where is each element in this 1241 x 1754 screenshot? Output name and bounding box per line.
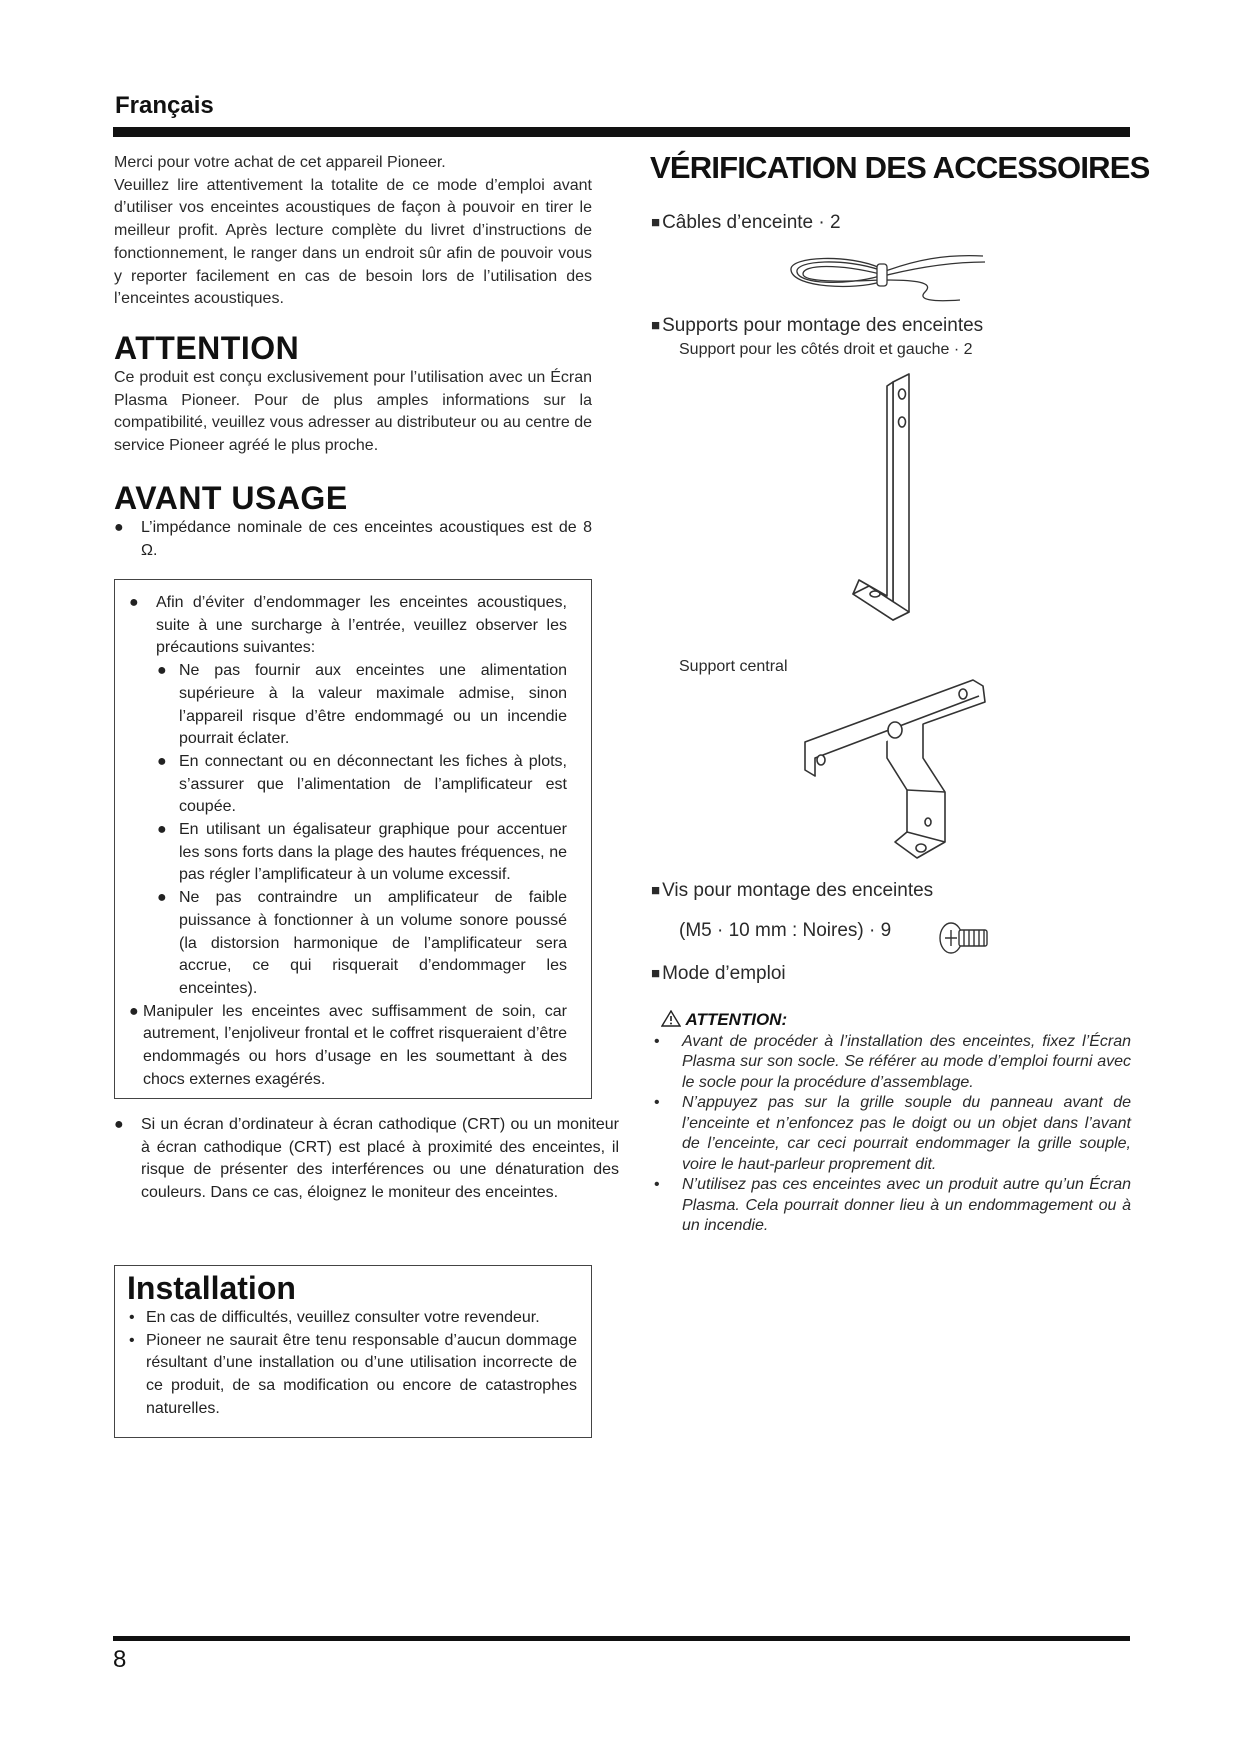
warning-item	[651, 1032, 1131, 1094]
top-rule	[113, 127, 1130, 137]
attention-section	[114, 330, 592, 458]
central-bracket-illustration	[795, 672, 995, 872]
accessory-screws-sub: (M5 · 10 mm : Noires) · 9	[679, 920, 892, 941]
crt-text: Si un écran d’ordinateur à écran cathodique (CRT) ou un moniteur à écran cathodique (CRT) est placé à proximité des enceintes, il risque de présenter des interférences ou une dénaturation des couleurs. Dans ce cas, éloignez le moniteur des enceintes.	[141, 1116, 619, 1202]
precaution-item-text: En utilisant un égalisateur graphique pour accentuer les sons forts dans la plage des hautes fréquences, ne pas régler l’amplificateur à un volume excessif.	[179, 821, 567, 884]
language-heading: Français	[115, 92, 214, 119]
accessory-label: Mode d’emploi	[662, 963, 786, 984]
installation-item	[127, 1307, 577, 1330]
warning-item-text: N’utilisez pas ces enceintes avec un produit autre qu’un Écran Plasma. Cela pourrait donner lieu à un endommagement ou à un incendie.	[682, 1176, 1131, 1234]
speaker-cable-illustration	[785, 250, 995, 310]
bullet-icon: •	[129, 1331, 135, 1349]
handling-note	[129, 1001, 567, 1092]
precaution-item	[157, 751, 567, 819]
accessory-supports-sub: Support pour les côtés droit et gauche · 2	[679, 341, 973, 358]
bullet-icon: ●	[114, 519, 124, 536]
warning-item-text: N’appuyez pas sur la grille souple du panneau avant de l’enceinte et n’enfoncez pas le doigt ou un objet dans l’avant de l’enceinte, car ceci pourrait endommager la grille souple, voire le haut-parleur proprement dit.	[682, 1094, 1131, 1173]
warning-title: ATTENTION:	[685, 1010, 788, 1029]
handling-text: Manipuler les enceintes avec suffisamment de soin, car autrement, l’enjoliveur frontal et le coffret risqueraient d’être endommagés ou hors d’usage en les soumettant à des chocs externes exagérés.	[143, 1002, 567, 1088]
precautions-box	[114, 579, 592, 1099]
impedance-text: L’impédance nominale de ces enceintes acoustiques est de 8 Ω.	[141, 519, 592, 559]
warning-title-row	[661, 1010, 1131, 1032]
bullet-icon: ●	[157, 889, 167, 907]
installation-item-text: Pioneer ne saurait être tenu responsable d’aucun dommage résultant d’une installation ou d’une utilisation incorrecte de ce produit, de sa modification ou encore de catastrophes naturelles.	[146, 1331, 577, 1417]
accessory-label: Vis pour montage des enceintes	[662, 880, 934, 901]
bullet-icon: ●	[157, 821, 167, 839]
warning-item-text: Avant de procéder à l’installation des enceintes, fixez l’Écran Plasma sur son socle. Se référer au mode d’emploi fourni avec le socle pour la procédure d’assemblage.	[682, 1032, 1131, 1091]
warning-item	[651, 1093, 1131, 1175]
bullet-icon: •	[129, 1309, 135, 1326]
precaution-sublist	[129, 660, 567, 1001]
square-bullet-icon: ■	[651, 965, 661, 982]
bullet-icon: ●	[114, 1116, 124, 1133]
intro-text: Veuillez lire attentivement la totalite de ce mode d’emploi avant d’utiliser vos enceintes acoustiques de façon à pouvoir en tirer le meilleur profit. Après lecture complète du livret d’instructions de fonctionnement, le ranger dans un endroit sûr afin de pouvoir vous y reporter facilement en cas de besoin lors de l’utilisation des l’enceintes acoustiques.	[114, 176, 592, 308]
installation-heading: Installation	[127, 1270, 296, 1306]
square-bullet-icon: ■	[651, 214, 661, 231]
bottom-rule	[113, 1636, 1130, 1641]
attention-text: Ce produit est conçu exclusivement pour l’utilisation avec un Écran Plasma Pioneer. Pour de plus amples informations sur la compatibilité, veuillez vous adresser au distributeur ou au centre de service Pioneer agréé le plus proche.	[114, 369, 592, 455]
square-bullet-icon: ■	[651, 317, 661, 334]
bullet-icon: ●	[157, 662, 167, 680]
intro-line: Merci pour votre achat de cet appareil Pioneer.	[114, 154, 446, 171]
installation-item-text: En cas de difficultés, veuillez consulter votre revendeur.	[146, 1309, 540, 1326]
accessory-cables	[651, 212, 841, 234]
bullet-icon: •	[654, 1176, 660, 1193]
avant-usage-heading: AVANT USAGE	[114, 480, 348, 516]
precaution-item	[157, 660, 567, 751]
crt-note	[114, 1114, 619, 1205]
warning-item	[651, 1175, 1131, 1237]
accessory-screws	[651, 880, 933, 902]
intro-paragraph	[114, 152, 592, 311]
bullet-icon: ●	[129, 594, 139, 611]
accessory-central-support: Support central	[679, 658, 788, 675]
precaution-item-text: Ne pas contraindre un amplificateur de faible puissance à fonctionner à un volume sonore poussé (la distorsion harmonique de l’amplificateur sera accrue, ce qui risquerait d’endommager les enceintes).	[179, 889, 567, 997]
installation-item	[127, 1330, 577, 1421]
screw-icon	[937, 918, 995, 958]
precaution-item	[157, 819, 567, 887]
bullet-icon: ●	[129, 1002, 139, 1020]
square-bullet-icon: ■	[651, 882, 661, 899]
accessory-label: Câbles d’enceinte · 2	[662, 212, 841, 233]
attention-heading: ATTENTION	[114, 330, 300, 366]
bullet-icon: ●	[157, 752, 167, 770]
precaution-item-text: En connectant ou en déconnectant les fiches à plots, s’assurer que l’alimentation de l’amplificateur est coupée.	[179, 752, 567, 816]
bullet-icon: •	[654, 1032, 660, 1050]
bullet-icon: •	[654, 1094, 660, 1111]
attention-warning	[651, 1010, 1131, 1237]
impedance-note	[114, 517, 592, 562]
precaution-item-text: Ne pas fournir aux enceintes une alimentation supérieure à la valeur maximale admise, sinon l’appareil risque d’être endommagé ou un incendie pourrait éclater.	[179, 662, 567, 748]
precaution-item	[157, 887, 567, 1001]
accessory-label: Supports pour montage des enceintes	[662, 315, 984, 336]
side-bracket-illustration	[845, 372, 935, 647]
accessories-heading: VÉRIFICATION DES ACCESSOIRES	[650, 150, 1150, 185]
installation-box	[114, 1265, 592, 1438]
avant-usage-section	[114, 480, 592, 562]
accessory-supports	[651, 315, 983, 337]
page-number: 8	[113, 1646, 127, 1673]
precaution-main	[129, 592, 567, 660]
accessory-manual	[651, 963, 786, 985]
precaution-main-text: Afin d’éviter d’endommager les enceintes acoustiques, suite à une surcharge à l’entrée, veuillez observer les précautions suivantes:	[156, 594, 567, 657]
warning-triangle-icon	[661, 1010, 681, 1027]
